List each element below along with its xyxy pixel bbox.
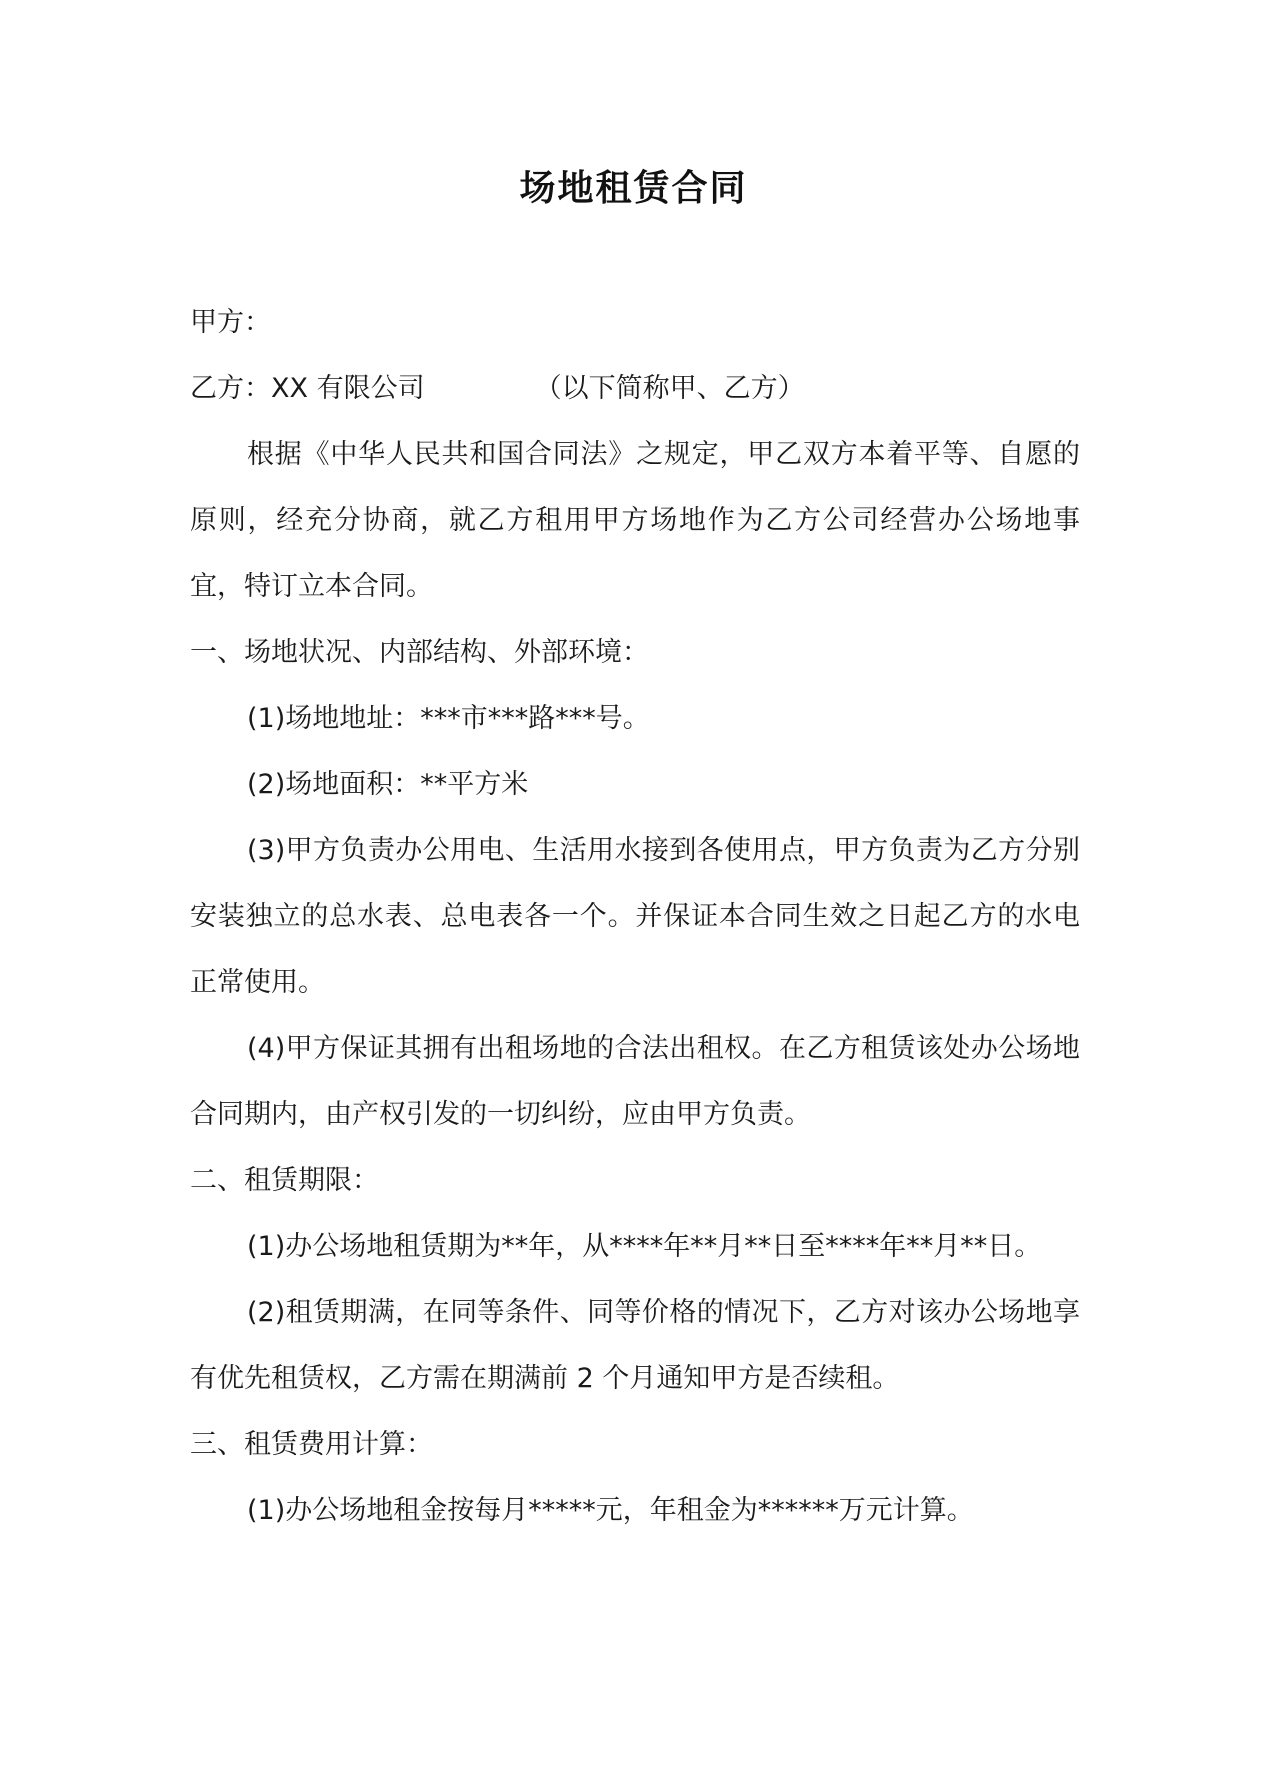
section-item: (2)租赁期满，在同等条件、同等价格的情况下，乙方对该办公场地享有优先租赁权，乙方需在期满前 2 个月通知甲方是否续租。 bbox=[190, 1297, 1080, 1394]
section-item: (3)甲方负责办公用电、生活用水接到各使用点，甲方负责为乙方分别安装独立的总水表、总电表各一个。并保证本合同生效之日起乙方的水电正常使用。 bbox=[190, 835, 1080, 998]
section-heading: 三、租赁费用计算： bbox=[190, 1429, 433, 1460]
preamble-paragraph: 根据《中华人民共和国合同法》之规定，甲乙双方本着平等、自愿的原则，经充分协商，就乙方租用甲方场地作为乙方公司经营办公场地事宜，特订立本合同。 bbox=[190, 439, 1080, 602]
document-title: 场地租赁合同 bbox=[519, 168, 748, 209]
section-heading: 一、场地状况、内部结构、外部环境： bbox=[190, 637, 649, 668]
section-item: (2)场地面积：**平方米 bbox=[247, 769, 529, 800]
party-b-name: 乙方：XX 有限公司 bbox=[190, 373, 425, 404]
party-a-line: 甲方： bbox=[190, 307, 271, 338]
party-b-line bbox=[190, 356, 1080, 422]
section-heading: 二、租赁期限： bbox=[190, 1165, 379, 1196]
section-item: (1)场地地址：***市***路***号。 bbox=[247, 703, 650, 734]
section-item: (4)甲方保证其拥有出租场地的合法出租权。在乙方租赁该处办公场地合同期内，由产权引发的一切纠纷，应由甲方负责。 bbox=[190, 1033, 1080, 1130]
section-item: (1)办公场地租金按每月*****元，年租金为******万元计算。 bbox=[247, 1495, 974, 1526]
section-item: (1)办公场地租赁期为**年，从****年**月**日至****年**月**日。 bbox=[247, 1231, 1042, 1262]
party-note: （以下简称甲、乙方） bbox=[534, 373, 805, 404]
document-body bbox=[190, 290, 1080, 1544]
